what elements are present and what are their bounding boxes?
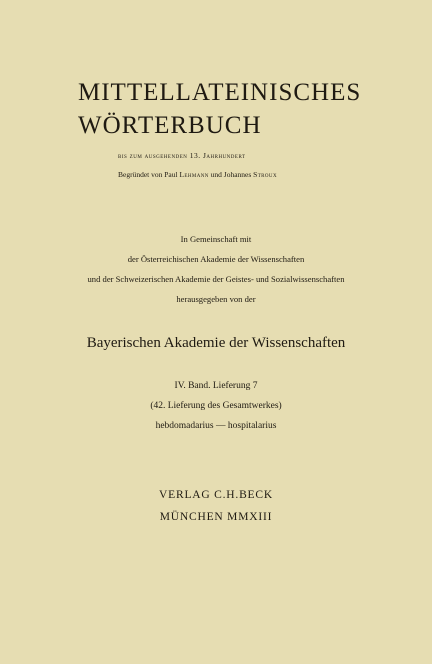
publisher-place-year: MÜNCHEN MMXIII (159, 511, 273, 523)
founders-prefix: Begründet von Paul (118, 170, 180, 179)
subtitle: bis zum ausgehenden 13. Jahrhundert (118, 151, 246, 160)
title-line-2: WÖRTERBUCH (78, 112, 262, 139)
volume-range: hebdomadarius — hospitalarius (155, 421, 277, 431)
publisher-name: VERLAG C.H.BECK (159, 489, 273, 501)
title-line-1: MITTELLATEINISCHES (78, 79, 362, 106)
volume-total: (42. Lieferung des Gesamtwerkes) (150, 401, 282, 411)
founder-name-1: Lehmann (179, 170, 209, 179)
cooperation-line-2: der Österreichischen Akademie der Wissenschaften (127, 254, 305, 264)
volume-band: IV. Band. Lieferung 7 (174, 381, 258, 391)
cooperation-line-1: In Gemeinschaft mit (180, 234, 252, 244)
founder-name-2: Stroux (253, 170, 277, 179)
cooperation-line-3: und der Schweizerischen Akademie der Geistes- und Sozialwissenschaften (87, 274, 345, 284)
academy-name: Bayerischen Akademie der Wissenschaften (86, 335, 346, 351)
founders-line (118, 170, 277, 179)
founders-middle: und Johannes (208, 170, 254, 179)
cooperation-line-4: herausgegeben von der (176, 294, 256, 304)
